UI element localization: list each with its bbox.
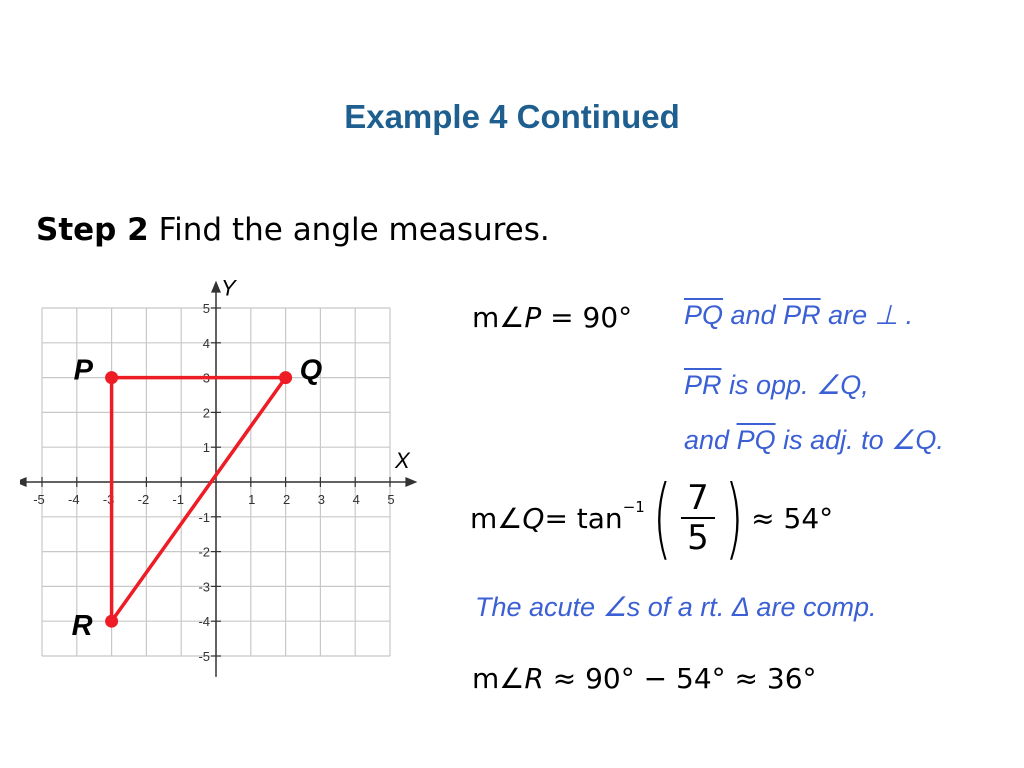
eq-q-result: ≈ 54°	[751, 501, 834, 535]
vertex-point-r	[105, 615, 118, 628]
note3-head: and	[684, 425, 737, 455]
eq-p-rest: = 90°	[541, 301, 633, 334]
y-tick-label: 1	[202, 440, 210, 456]
segment-pq: $\overline{PQ}$	[736, 425, 776, 455]
note3-tail: is adj. to ∠Q.	[775, 425, 944, 455]
x-tick-label: 1	[248, 492, 256, 507]
slide-title: Example 4 Continued	[344, 98, 680, 135]
y-tick-label: 2	[202, 405, 210, 421]
angle-symbol: ∠	[499, 662, 525, 695]
y-tick-label: -3	[198, 579, 210, 595]
segment-pq: $\overline{PQ}$	[684, 300, 724, 330]
angle-symbol: ∠	[497, 501, 523, 535]
y-tick-label: -4	[198, 614, 210, 630]
fraction-numerator: 7	[681, 479, 715, 519]
eq-p-var: P	[524, 301, 542, 334]
note1-tail: are ⊥ .	[820, 300, 914, 330]
y-axis-arrow-up	[211, 281, 221, 293]
x-tick-label: 5	[387, 492, 395, 507]
y-tick-label: -1	[198, 509, 210, 525]
step-label: Step 2	[36, 212, 149, 248]
y-axis-label: Y	[221, 275, 236, 301]
angle-symbol: ∠	[499, 301, 525, 334]
y-tick-label: -2	[198, 544, 210, 560]
coordinate-graph	[20, 275, 420, 685]
eq-q-sup: −1	[622, 498, 645, 516]
x-tick-label: 3	[317, 492, 326, 507]
note2-tail: is opp. ∠Q,	[721, 370, 869, 400]
eq-q-tan: = tan	[544, 501, 623, 535]
fraction-denominator: 5	[687, 518, 709, 558]
equation-angle-q	[470, 468, 833, 568]
y-tick-label: 3	[202, 370, 210, 386]
vertex-label-q: Q	[299, 354, 323, 387]
x-tick-label: 2	[282, 492, 291, 507]
note-acute-angles: The acute ∠s of a rt. Δ are comp.	[475, 592, 877, 622]
x-axis-arrow-right	[405, 477, 417, 487]
x-axis-arrow-left	[20, 477, 27, 487]
x-tick-label: -4	[68, 492, 80, 507]
note-adjacent	[684, 425, 944, 456]
note-perpendicular	[684, 300, 913, 331]
vertex-label-p: P	[73, 354, 93, 387]
y-tick-label: 4	[202, 335, 210, 351]
step-instruction	[36, 212, 550, 248]
eq-p-m: m	[472, 301, 500, 334]
equation-angle-r	[472, 662, 817, 695]
y-tick-label: 5	[202, 301, 210, 316]
eq-r-m: m	[472, 662, 500, 695]
eq-r-var: R	[524, 662, 544, 695]
x-axis-label: X	[394, 448, 410, 473]
eq-q-m: m	[470, 501, 498, 535]
x-tick-label: -3	[102, 492, 115, 507]
note1-and: and	[723, 300, 784, 330]
vertex-label-r: R	[71, 610, 93, 643]
vertex-point-p	[105, 371, 118, 384]
segment-pr: $\overline{PR}$	[684, 370, 722, 400]
fraction	[681, 479, 715, 557]
vertex-point-q	[279, 371, 292, 384]
x-tick-label: -2	[137, 492, 150, 507]
note-opposite	[684, 370, 869, 401]
right-paren: )	[724, 466, 744, 569]
y-tick-label: -5	[198, 649, 210, 664]
step-text: Find the angle measures.	[158, 212, 550, 248]
segment-pr: $\overline{PR}$	[783, 300, 821, 330]
x-tick-label: 4	[352, 492, 360, 507]
x-tick-label: -5	[33, 492, 45, 507]
eq-r-rest: ≈ 90° − 54° ≈ 36°	[543, 662, 817, 695]
equation-angle-p	[472, 301, 632, 334]
x-tick-label: -1	[172, 492, 184, 507]
eq-q-var: Q	[522, 501, 545, 535]
left-paren: (	[652, 466, 672, 569]
